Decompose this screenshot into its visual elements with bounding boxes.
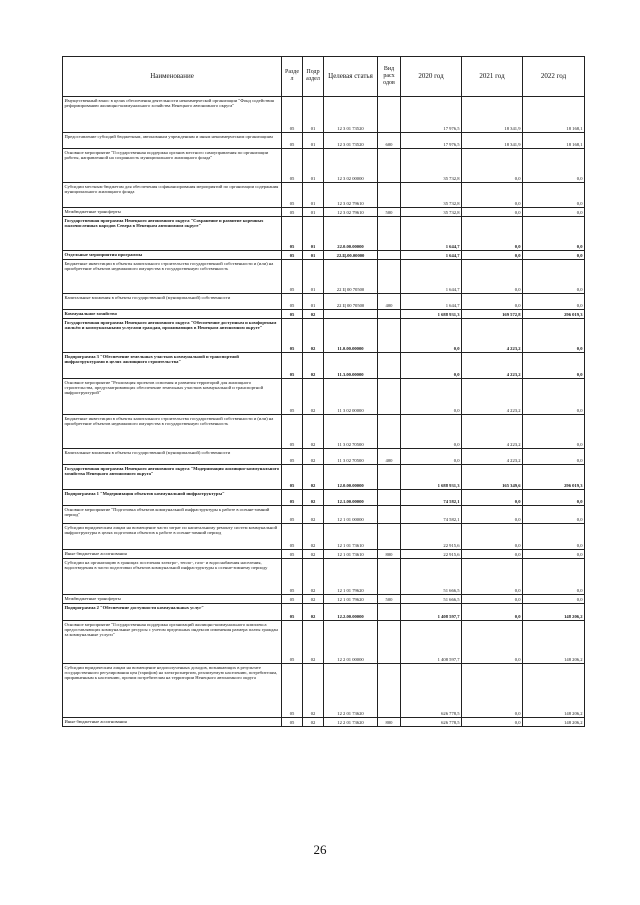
cell-razdel: 05 [282,318,303,352]
cell-amount-2020: 1 408 597,7 [401,603,462,620]
cell-expense-type: 400 [378,448,401,464]
cell-razdel: 05 [282,293,303,309]
cell-amount-2021: 0,0 [462,620,523,663]
cell-podrazdel: 01 [303,148,324,182]
table-row [63,663,585,717]
cell-amount-2022: 0,0 [523,594,585,603]
cell-expense-type [378,250,401,259]
cell-amount-2021: 0,0 [462,594,523,603]
cell-amount-2021: 18 341,9 [462,132,523,148]
cell-razdel: 05 [282,182,303,207]
cell-podrazdel: 02 [303,558,324,594]
cell-amount-2021: 0,0 [462,549,523,558]
cell-razdel: 05 [282,505,303,523]
cell-target-article: 12 2 01 73620 [324,717,378,726]
cell-podrazdel: 01 [303,132,324,148]
table-body [63,96,585,726]
cell-amount-2020: 0,0 [401,352,462,378]
cell-target-article: 22.Ц.00.00000 [324,250,378,259]
table-row [63,132,585,148]
table-row [63,207,585,216]
cell-amount-2022: 0,0 [523,293,585,309]
cell-expense-type [378,620,401,663]
cell-podrazdel: 02 [303,549,324,558]
cell-razdel: 05 [282,558,303,594]
cell-razdel: 05 [282,523,303,549]
cell-podrazdel: 02 [303,309,324,318]
cell-name: Подпрограмма 1 "Модернизация объектов коммунальной инфраструктуры" [63,489,282,505]
cell-amount-2022: 296 019,3 [523,309,585,318]
cell-amount-2021: 4 223,2 [462,448,523,464]
table-row [63,378,585,414]
cell-name: Предоставление субсидий бюджетным, автономным учреждениям и иным некоммерческим организациям [63,132,282,148]
cell-name: Государственная программа Ненецкого автономного округа "Модернизация жилищно-коммунального хозяйства Ненецкого автономного округа" [63,464,282,489]
cell-target-article: 12 3 01 73520 [324,132,378,148]
cell-amount-2020: 51 666,5 [401,558,462,594]
cell-amount-2021: 0,0 [462,505,523,523]
cell-target-article: 12 1 01 00000 [324,505,378,523]
cell-amount-2021: 0,0 [462,250,523,259]
cell-razdel: 05 [282,549,303,558]
cell-razdel: 05 [282,216,303,250]
table-row [63,414,585,448]
cell-target-article: 12 1 01 79620 [324,594,378,603]
cell-amount-2021: 0,0 [462,489,523,505]
cell-target-article: 11.3.00.00000 [324,352,378,378]
cell-expense-type: 400 [378,293,401,309]
cell-amount-2020: 626 778,5 [401,663,462,717]
cell-name: Капитальные вложения в объекты государственной (муниципальной) собственности [63,293,282,309]
cell-amount-2021: 4 223,2 [462,378,523,414]
cell-expense-type [378,523,401,549]
table-row [63,620,585,663]
cell-razdel: 05 [282,250,303,259]
cell-razdel: 05 [282,603,303,620]
cell-target-article: 12 3 01 73520 [324,96,378,132]
cell-podrazdel: 01 [303,250,324,259]
cell-target-article: 12 3 02 79610 [324,182,378,207]
cell-razdel: 05 [282,378,303,414]
cell-amount-2021: 0,0 [462,603,523,620]
cell-amount-2020: 1 644,7 [401,216,462,250]
table-row [63,293,585,309]
table-row [63,549,585,558]
cell-name: Иные бюджетные ассигнования [63,549,282,558]
table-row [63,96,585,132]
cell-amount-2020: 0,0 [401,318,462,352]
cell-amount-2022: 0,0 [523,523,585,549]
cell-podrazdel: 02 [303,448,324,464]
cell-amount-2020: 0,0 [401,414,462,448]
header-name: Наименование [63,57,282,97]
cell-razdel: 05 [282,96,303,132]
budget-table [62,56,585,727]
cell-amount-2021: 169 572,8 [462,309,523,318]
cell-target-article: 11 3 02 70500 [324,414,378,448]
cell-amount-2020: 22 915,6 [401,523,462,549]
cell-amount-2020: 1 644,7 [401,250,462,259]
cell-amount-2021: 4 223,2 [462,318,523,352]
header-year-2021: 2021 год [462,57,523,97]
cell-expense-type [378,414,401,448]
cell-amount-2022: 0,0 [523,558,585,594]
cell-podrazdel: 02 [303,620,324,663]
cell-podrazdel: 02 [303,505,324,523]
cell-target-article: 12 3 02 79610 [324,207,378,216]
cell-razdel: 05 [282,489,303,505]
cell-podrazdel: 02 [303,663,324,717]
cell-target-article: 22.0.00.00000 [324,216,378,250]
cell-amount-2020: 626 778,5 [401,717,462,726]
cell-amount-2020: 1 644,7 [401,259,462,293]
cell-razdel: 05 [282,414,303,448]
cell-amount-2021: 0,0 [462,558,523,594]
cell-podrazdel: 01 [303,182,324,207]
cell-name: Государственная программа Ненецкого автономного округа "Обеспечение доступным и комфортным жильём и коммунальными услугами граждан, проживающих в Ненецком автономном округе" [63,318,282,352]
cell-razdel: 05 [282,464,303,489]
cell-amount-2022: 0,0 [523,182,585,207]
cell-amount-2020: 51 666,5 [401,594,462,603]
cell-target-article: 12 1 01 79620 [324,558,378,594]
cell-razdel: 05 [282,309,303,318]
cell-amount-2022: 0,0 [523,505,585,523]
cell-amount-2021: 0,0 [462,259,523,293]
cell-razdel: 05 [282,448,303,464]
cell-amount-2021: 0,0 [462,717,523,726]
header-razdel: Разде л [282,57,303,97]
cell-podrazdel: 02 [303,464,324,489]
cell-amount-2021: 18 341,9 [462,96,523,132]
cell-razdel: 05 [282,620,303,663]
cell-podrazdel: 02 [303,414,324,448]
table-row [63,250,585,259]
cell-amount-2022: 18 168,1 [523,132,585,148]
cell-expense-type [378,309,401,318]
cell-target-article: 11.0.00.00000 [324,318,378,352]
cell-expense-type [378,96,401,132]
header-year-2020: 2020 год [401,57,462,97]
cell-amount-2021: 4 223,2 [462,414,523,448]
cell-amount-2020: 17 976,5 [401,132,462,148]
cell-name: Субсидии юридическим лицам на возмещение части затрат по капитальному ремонту систем коммунальной инфраструктуры в целях подготовки объектов к работе в осенне-зимний период [63,523,282,549]
cell-name: Межбюджетные трансферты [63,594,282,603]
cell-expense-type [378,318,401,352]
cell-target-article: 12 1 01 73610 [324,523,378,549]
cell-name: Иные бюджетные ассигнования [63,717,282,726]
cell-target-article: 12 3 02 00000 [324,148,378,182]
header-expense-type: Вид расх одов [378,57,401,97]
cell-expense-type [378,182,401,207]
cell-name: Бюджетные инвестиции в объекты капитального строительства государственной собственности и (или) на приобретение объектов недвижимого имущества в государственную собственность [63,259,282,293]
cell-amount-2021: 0,0 [462,148,523,182]
page-number: 26 [313,842,327,857]
table-row [63,489,585,505]
cell-amount-2020: 0,0 [401,448,462,464]
cell-expense-type [378,663,401,717]
cell-podrazdel: 01 [303,207,324,216]
cell-razdel: 05 [282,207,303,216]
cell-razdel: 05 [282,148,303,182]
cell-podrazdel: 02 [303,594,324,603]
cell-name: Государственная программа Ненецкого автономного округа "Сохранение и развитие коренных малочисленных народов Севера в Ненецком автономном округе" [63,216,282,250]
cell-target-article: 12.1.00.00000 [324,489,378,505]
cell-amount-2020: 1 688 931,3 [401,464,462,489]
header-target-article: Целевая статья [324,57,378,97]
table-row [63,505,585,523]
cell-razdel: 05 [282,594,303,603]
cell-amount-2022: 0,0 [523,250,585,259]
cell-amount-2020: 1 408 597,7 [401,620,462,663]
cell-expense-type [378,464,401,489]
cell-razdel: 05 [282,132,303,148]
table-row [63,523,585,549]
cell-target-article: 12 1 01 73610 [324,549,378,558]
cell-amount-2022: 0,0 [523,414,585,448]
cell-target-article: 12.2.00.00000 [324,603,378,620]
cell-name: Капитальные вложения в объекты государственной (муниципальной) собственности [63,448,282,464]
cell-name: Подпрограмма 3 "Обеспечение земельных участков коммунальной и транспортной инфраструктурами в целях жилищного строительства" [63,352,282,378]
table-header [63,57,585,97]
cell-name: Субсидии юридическим лицам на возмещение недополученных доходов, возникающих в результате государственного регулирования цен (тарифов) на электроэнергию, реализуемую населению, потребителям, приравненным к населению, прочим потребителям на территории Ненецкого автономного округа [63,663,282,717]
cell-name: Основное мероприятие "Подготовка объектов коммунальной инфраструктуры к работе в осенне-зимний период" [63,505,282,523]
cell-amount-2022: 0,0 [523,207,585,216]
cell-amount-2020: 22 915,6 [401,549,462,558]
cell-expense-type: 800 [378,717,401,726]
cell-amount-2020: 74 582,1 [401,489,462,505]
cell-amount-2020: 35 732,8 [401,182,462,207]
cell-amount-2022: 148 206,2 [523,620,585,663]
header-podrazdel: Подр аздел [303,57,324,97]
cell-expense-type: 600 [378,132,401,148]
cell-amount-2022: 0,0 [523,216,585,250]
cell-amount-2021: 0,0 [462,293,523,309]
cell-amount-2020: 17 976,5 [401,96,462,132]
table-row [63,182,585,207]
cell-name: Межбюджетные трансферты [63,207,282,216]
cell-name: Основное мероприятие "Реализация проектов освоения и развития территорий для жилищного строительства, предусматривающих обеспечение земельных участков коммунальной и транспортной инфраструктурой" [63,378,282,414]
cell-target-article: 22 Ц 00 70500 [324,293,378,309]
table-row [63,717,585,726]
cell-expense-type [378,505,401,523]
cell-amount-2022: 0,0 [523,318,585,352]
cell-amount-2021: 0,0 [462,207,523,216]
cell-expense-type [378,603,401,620]
cell-podrazdel: 02 [303,489,324,505]
cell-target-article: 11 3 02 70500 [324,448,378,464]
table-row [63,448,585,464]
cell-expense-type: 500 [378,207,401,216]
cell-podrazdel: 02 [303,318,324,352]
table-row [63,603,585,620]
cell-name: Отдельные мероприятия программы [63,250,282,259]
cell-razdel: 05 [282,717,303,726]
cell-name: Основное мероприятие "Государственная поддержка органов местного самоуправления по организации работы, направленной на сохранность муниципального жилищного фонда" [63,148,282,182]
header-year-2022: 2022 год [523,57,585,97]
cell-razdel: 05 [282,259,303,293]
cell-name: Бюджетные инвестиции в объекты капитального строительства государственной собственности и (или) на приобретение объектов недвижимого имущества в государственную собственность [63,414,282,448]
cell-podrazdel: 02 [303,523,324,549]
cell-podrazdel: 02 [303,378,324,414]
cell-amount-2022: 296 019,3 [523,464,585,489]
cell-amount-2020: 1 688 931,3 [401,309,462,318]
cell-podrazdel: 01 [303,259,324,293]
cell-podrazdel: 01 [303,96,324,132]
cell-expense-type [378,489,401,505]
cell-amount-2020: 1 644,7 [401,293,462,309]
cell-podrazdel: 02 [303,352,324,378]
table-row [63,148,585,182]
cell-expense-type [378,148,401,182]
cell-amount-2022: 0,0 [523,489,585,505]
table-row [63,558,585,594]
cell-podrazdel: 02 [303,603,324,620]
cell-amount-2022: 0,0 [523,259,585,293]
cell-amount-2021: 4 223,2 [462,352,523,378]
table-row [63,259,585,293]
cell-amount-2022: 148 206,2 [523,663,585,717]
cell-expense-type [378,216,401,250]
cell-target-article: 12.0.00.00000 [324,464,378,489]
table-row [63,352,585,378]
cell-amount-2021: 0,0 [462,182,523,207]
cell-amount-2022: 0,0 [523,448,585,464]
cell-expense-type: 800 [378,549,401,558]
cell-name: Субсидии на организацию в границах поселения электро-, тепло-, газо- и водоснабжения населения, водоотведения в части подготовки объектов коммунальной инфраструктуры к осенне-зимнему периоду [63,558,282,594]
cell-amount-2022: 0,0 [523,352,585,378]
cell-amount-2020: 35 732,8 [401,148,462,182]
cell-name: Основное мероприятие "Государственная поддержка организаций жилищно-коммунального комплекса предоставляющих коммунальные ресурсы с учетом предельных индексов изменения размера платы граждан за коммунальные услуги" [63,620,282,663]
cell-amount-2022: 0,0 [523,549,585,558]
cell-name: Субсидии местным бюджетам для обеспечения софинансирования мероприятий по организации содержания муниципального жилищного фонда [63,182,282,207]
table-row [63,464,585,489]
cell-podrazdel: 01 [303,216,324,250]
cell-expense-type [378,259,401,293]
cell-name: Подпрограмма 2 "Обеспечение доступности коммунальных услуг" [63,603,282,620]
cell-name: Имущественный взнос в целях обеспечения деятельности некоммерческой организации "Фонд содействия реформированию жилищно-коммунального хозяйства Ненецкого автономного округа" [63,96,282,132]
cell-podrazdel: 02 [303,717,324,726]
cell-expense-type [378,378,401,414]
cell-amount-2022: 0,0 [523,148,585,182]
cell-podrazdel: 01 [303,293,324,309]
table-row [63,594,585,603]
table-row [63,309,585,318]
cell-amount-2021: 0,0 [462,216,523,250]
cell-name: Коммунальное хозяйство [63,309,282,318]
table-row [63,216,585,250]
cell-amount-2022: 148 206,2 [523,603,585,620]
cell-target-article: 12 2 01 73620 [324,663,378,717]
cell-target-article: 12 2 01 00000 [324,620,378,663]
cell-amount-2022: 18 168,1 [523,96,585,132]
cell-amount-2020: 0,0 [401,378,462,414]
cell-expense-type: 500 [378,594,401,603]
cell-amount-2020: 35 732,8 [401,207,462,216]
cell-amount-2020: 74 582,1 [401,505,462,523]
cell-amount-2022: 0,0 [523,378,585,414]
cell-amount-2021: 0,0 [462,663,523,717]
cell-amount-2021: 0,0 [462,523,523,549]
cell-target-article: 22 Ц 00 70500 [324,259,378,293]
cell-razdel: 05 [282,352,303,378]
cell-target-article [324,309,378,318]
cell-amount-2022: 148 206,2 [523,717,585,726]
cell-target-article: 11 3 02 00000 [324,378,378,414]
cell-amount-2021: 165 349,6 [462,464,523,489]
cell-razdel: 05 [282,663,303,717]
cell-expense-type [378,558,401,594]
cell-expense-type [378,352,401,378]
table-row [63,318,585,352]
